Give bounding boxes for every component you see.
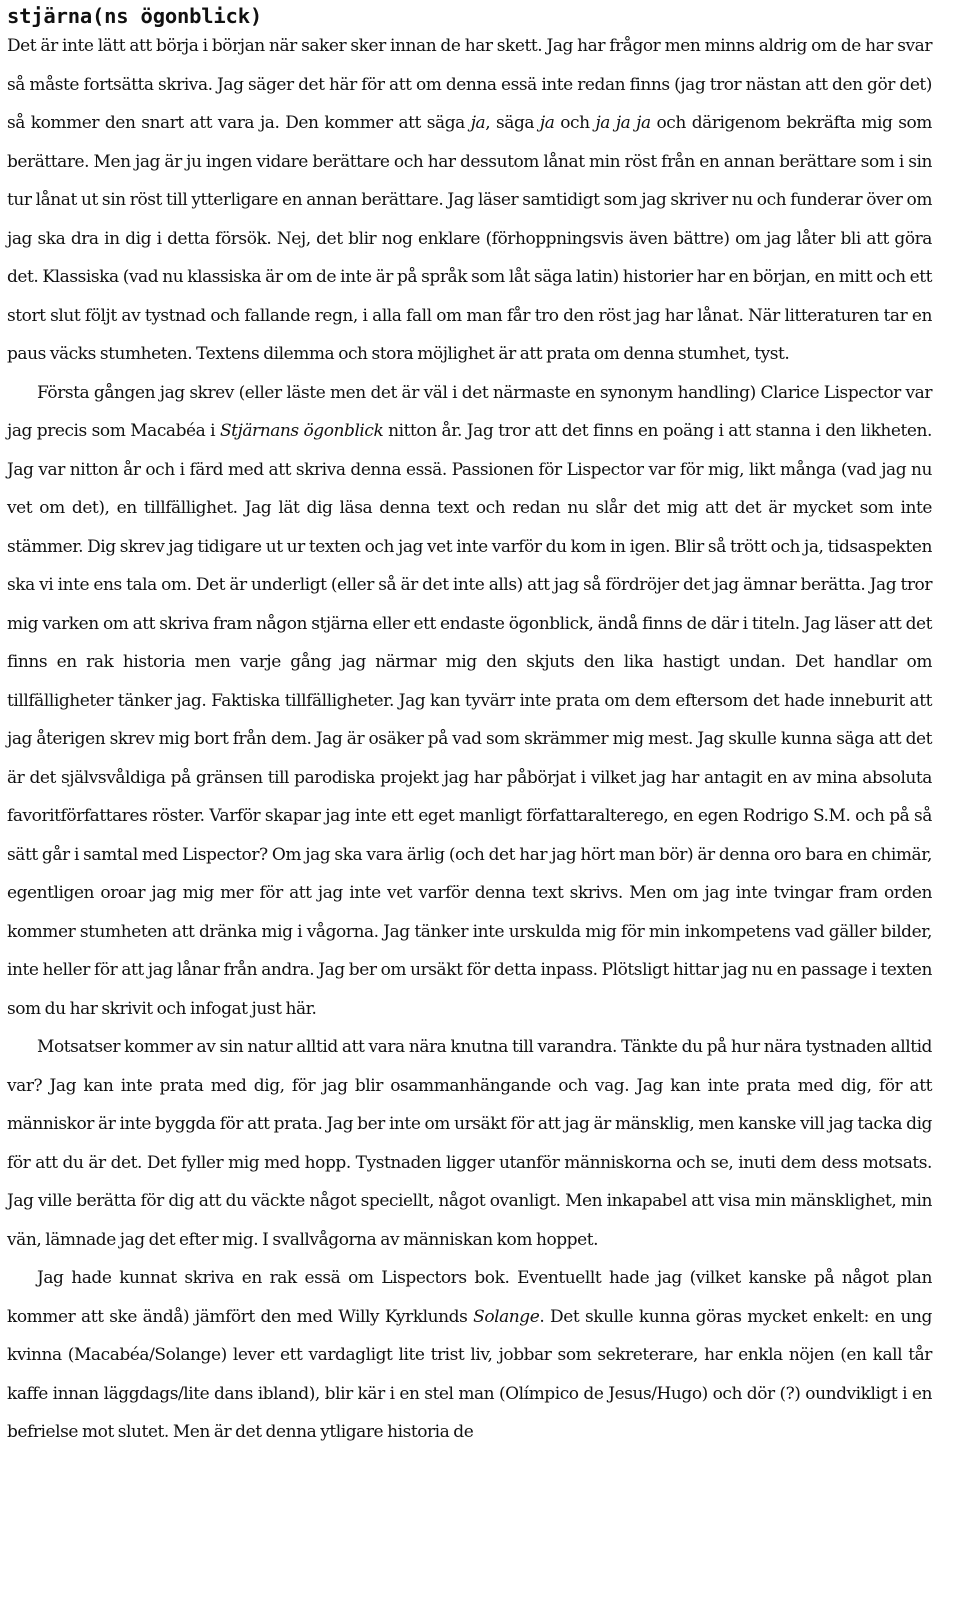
book-title-solange: Solange [473, 1306, 540, 1327]
document-title: stjärna(ns ögonblick) [7, 4, 262, 28]
paragraph-3 [7, 1028, 932, 1259]
italic-text-run: ja [470, 113, 486, 133]
text-run: . Det skulle kunna göras mycket enkelt: en ung kvinna (Macabéa/Solange) lever ett vardagligt lite trist liv, jobbar som sekreterare, har enkla nöjen (en kall tår kaffe innan läggdags/lite dans ibland), blir kär i en stel man (Olímpico de Jesus/Hugo) och dör (?) oundvikligt i en befrielse mot slutet. Men är det denna ytligare historia de [7, 1306, 932, 1442]
text-run: Första gången jag skrev (eller läste men det är väl i det närmaste en synonym handling) Clarice Lispector var jag precis som Macabéa i [7, 382, 932, 441]
italic-text-run: ja ja ja [595, 113, 651, 133]
paragraph-2 [7, 374, 932, 1029]
text-run: nitton år. Jag tror att det finns en poäng i att stanna i den likheten. Jag var nitton år och i färd med att skriva denna essä. Passionen för Lispector var för mig, likt många (vad jag nu vet om det), en tillfällighet. Jag lät dig läsa denna text och redan nu slår det mig att det är mycket som inte stämmer. Dig skrev jag tidigare ut ur texten och jag vet inte varför du kom in igen. Blir så trött och ja, tidsaspekten ska vi inte ens tala om. Det är underligt (eller så är det inte alls) att jag så fördröjer det jag ämnar berätta. Jag tror mig varken om att skriva fram någon stjärna eller ett endaste ögonblick, ändå finns de där i titeln. Jag läser att det finns en rak historia men varje gång jag närmar mig den skjuts den lika hastigt undan. Det handlar om tillfälligheter tänker jag. Faktiska tillfälligheter. Jag kan tyvärr inte prata om dem eftersom det hade inneburit att jag återigen skrev mig bort från dem. Jag är osäker på vad som skrämmer mig mest. Jag skulle kunna säga att det är det självsvåldiga på gränsen till parodiska projekt jag har påbörjat i vilket jag har antagit en av mina absoluta favoritförfattares röster. Varför skapar jag inte ett eget manligt författaralterego, en egen Rodrigo S.M. och på så sätt går i samtal med Lispector? Om jag ska vara ärlig (och det har jag hört man bör) är denna oro bara en chimär, egentligen oroar jag mig mer för att jag inte vet varför denna text skrivs. Men om jag inte tvingar fram orden kommer stumheten att dränka mig i vågorna. Jag tänker inte urskulda mig för min inkompetens vad gäller bilder, inte heller för att jag lånar från andra. Jag ber om ursäkt för detta inpass. Plötsligt hittar jag nu en passage i texten som du har skrivit och infogat just här. [7, 421, 932, 1019]
book-title-stjarnans-ogonblick: Stjärnans ögonblick [219, 421, 384, 441]
text-run: Det är inte lätt att börja i början när saker sker innan de har skett. Jag har frågor men minns aldrig om de har svar så måste fortsätta skriva. Jag säger det här för att om denna essä inte redan finns (jag tror nästan att den gör det) så kommer den snart att vara ja. Den kommer att säga [7, 36, 932, 133]
paragraph-4 [7, 1259, 932, 1452]
text-run: och därigenom bekräfta mig som berättare. Men jag är ju ingen vidare berättare och har dessutom lånat min röst från en annan berättare som i sin tur lånat ut sin röst till ytterligare en annan berättare. Jag läser samtidigt som jag skriver nu och funderar över om jag ska dra in dig i detta försök. Nej, det blir nog enklare (förhoppningsvis även bättre) om jag låter bli att göra det. Klassiska (vad nu klassiska är om de inte är på språk som låt säga latin) historier har en början, en mitt och ett stort slut följt av tystnad och fallande regn, i alla fall om man får tro den röst jag har lånat. När litteraturen tar en paus väcks stumheten. Textens dilemma och stora möjlighet är att prata om denna stumhet, tyst. [7, 113, 932, 364]
italic-text-run: ja [539, 113, 555, 133]
text-run: , säga [485, 113, 540, 133]
text-run: Motsatser kommer av sin natur alltid att vara nära knutna till varandra. Tänkte du på hur nära tystnaden alltid var? Jag kan inte prata med dig, för jag blir osammanhängande och vag. Jag kan inte prata med dig, för att människor är inte byggda för att prata. Jag ber inte om ursäkt för att jag är mänsklig, men kanske vill jag tacka dig för att du är det. Det fyller mig med hopp. Tystnaden ligger utanför människorna och se, inuti dem dess motsats. Jag ville berätta för dig att du väckte något speciellt, något ovanligt. Men inkapabel att visa min mänsklighet, min vän, lämnade jag det efter mig. I svallvågorna av människan kom hoppet. [7, 1037, 932, 1250]
paragraph-1 [7, 27, 932, 374]
text-run: Jag hade kunnat skriva en rak essä om Lispectors bok. Eventuellt hade jag (vilket kanske på något plan kommer att ske ändå) jämfört den med Willy Kyrklunds [7, 1268, 932, 1327]
text-run: och [554, 113, 596, 133]
